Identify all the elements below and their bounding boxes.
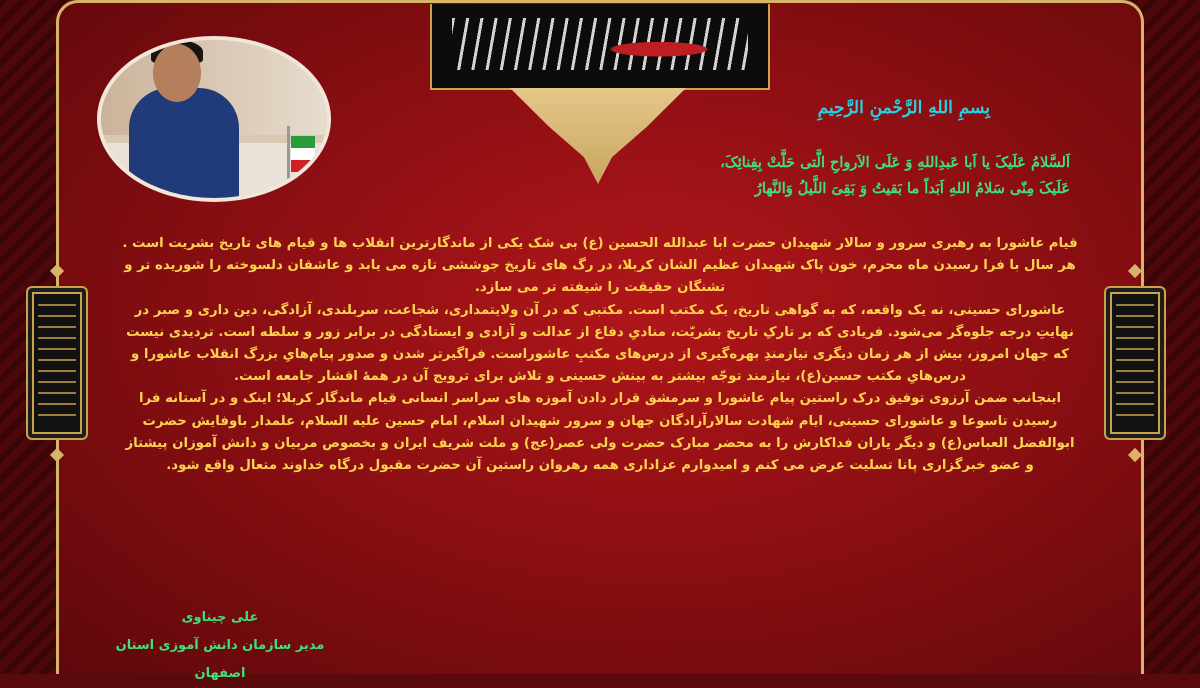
message-body (120, 233, 1080, 477)
salam-line-2: عَلَیکَ مِنّی سَلامُ اللهِ اَبَداً ما بَقیتُ وَ بَقِیَ اللَّیلُ وَالنَّهارُ (754, 180, 1070, 197)
left-calligraphy-ornament (26, 286, 88, 440)
right-ornament-pattern (1116, 304, 1154, 422)
official-portrait-photo (97, 36, 331, 202)
signatory-name: علی چیناوی (181, 610, 259, 625)
signatory-role: مدیر سازمان دانش آموزی استان اصفهان (115, 638, 325, 681)
iran-flag-icon (291, 136, 315, 172)
calligraphy-artwork (452, 18, 748, 70)
message-paragraph-3: اینجانب ضمن آرزوی توفیق درک راستین پیام عاشورا و سرمشق قرار دادن آموزه های سراسر انسانی قیام ماندگار کربلا؛ اینک و در آستانه فرا رسیدن تاسوعا و عاشورای حسینی، ایام شهادت سالارآزادگان جهان و سرور شهیدان اسلام، امام حسین علیه السلام، علمدار باوفایش حضرت ابوالفضل العباس(ع) و دیگر یاران فداکارش را به محضر مبارک حضرت ولی عصر(عج) و ملت شریف ایران و بخصوص مربیان و دانش آموزان پیشتاز و عضو خبرگزاری پانا تسلیت عرض می کنم و امیدوارم عزاداری همه رهروان راستین آن حضرت مقبول درگاه خداوند متعال واقع شود. (125, 391, 1075, 474)
flag-pole (287, 126, 290, 198)
calligraphy-banner (430, 4, 770, 90)
message-paragraph-2: عاشورای حسینی، نه یک واقعه، که به گواهی تاریخ، یک مکتب است. مکتبی که در آن ولایتمداری، شجاعت، سربلندی، آزادگی، دین داری و صبر در نهایتِ درجه جلوه‌گر می‌شود. فریادی که بر تارکِ تاریخ بشریّت، منادیِ دفاع از عدالت و آزادی و ایستادگی در برابر زور و سلطه است. تردیدی نیست که جهان امروز، بیش از هر زمان دیگری نیازمندِ بهره‌گیری از درس‌های مکتبِ عاشوراست. فراگیرتر شدن و صدور پیام‌هایِ بزرگ انقلاب عاشورا و درس‌هایِ مکتب حسین(ع)، نیازمند توجّه بیشتر به بینش حسینی و تلاش برای ترویج آن در همهٔ اقشار جامعه است. (126, 302, 1074, 385)
photo-person-suit (129, 88, 239, 202)
message-paragraph-1: قیام عاشورا به رهبری سرور و سالار شهیدان حضرت ابا عبدالله الحسین (ع) بی شک یکی از ماندگارترین انقلاب ها و قیام های تاریخ بشریت است . هر سال با فرا رسیدن ماه محرم، خون پاک شهیدان عظیم الشان کربلا، در رگ های تاریخ جوششی تازه می یابد و عاشقان دلسوخته را شوریده تر و تشنگان حقیقت را شیفته تر می سازد. (122, 236, 1078, 296)
basmala-heading: بِسمِ اللهِ الرَّحْمنِ الرَّحِیمِ (817, 98, 990, 118)
signature-block (90, 604, 350, 688)
photo-person-head (153, 44, 201, 102)
salam-line-1: اَلسَّلامُ عَلَیکَ یا اَبا عَبدِاللهِ وَ عَلَی الاَرواحِ الَّتی حَلَّتْ بِفِنائِکَ، (720, 154, 1070, 171)
left-ornament-pattern (38, 304, 76, 422)
right-calligraphy-ornament (1104, 286, 1166, 440)
salam-verse (510, 150, 1070, 202)
